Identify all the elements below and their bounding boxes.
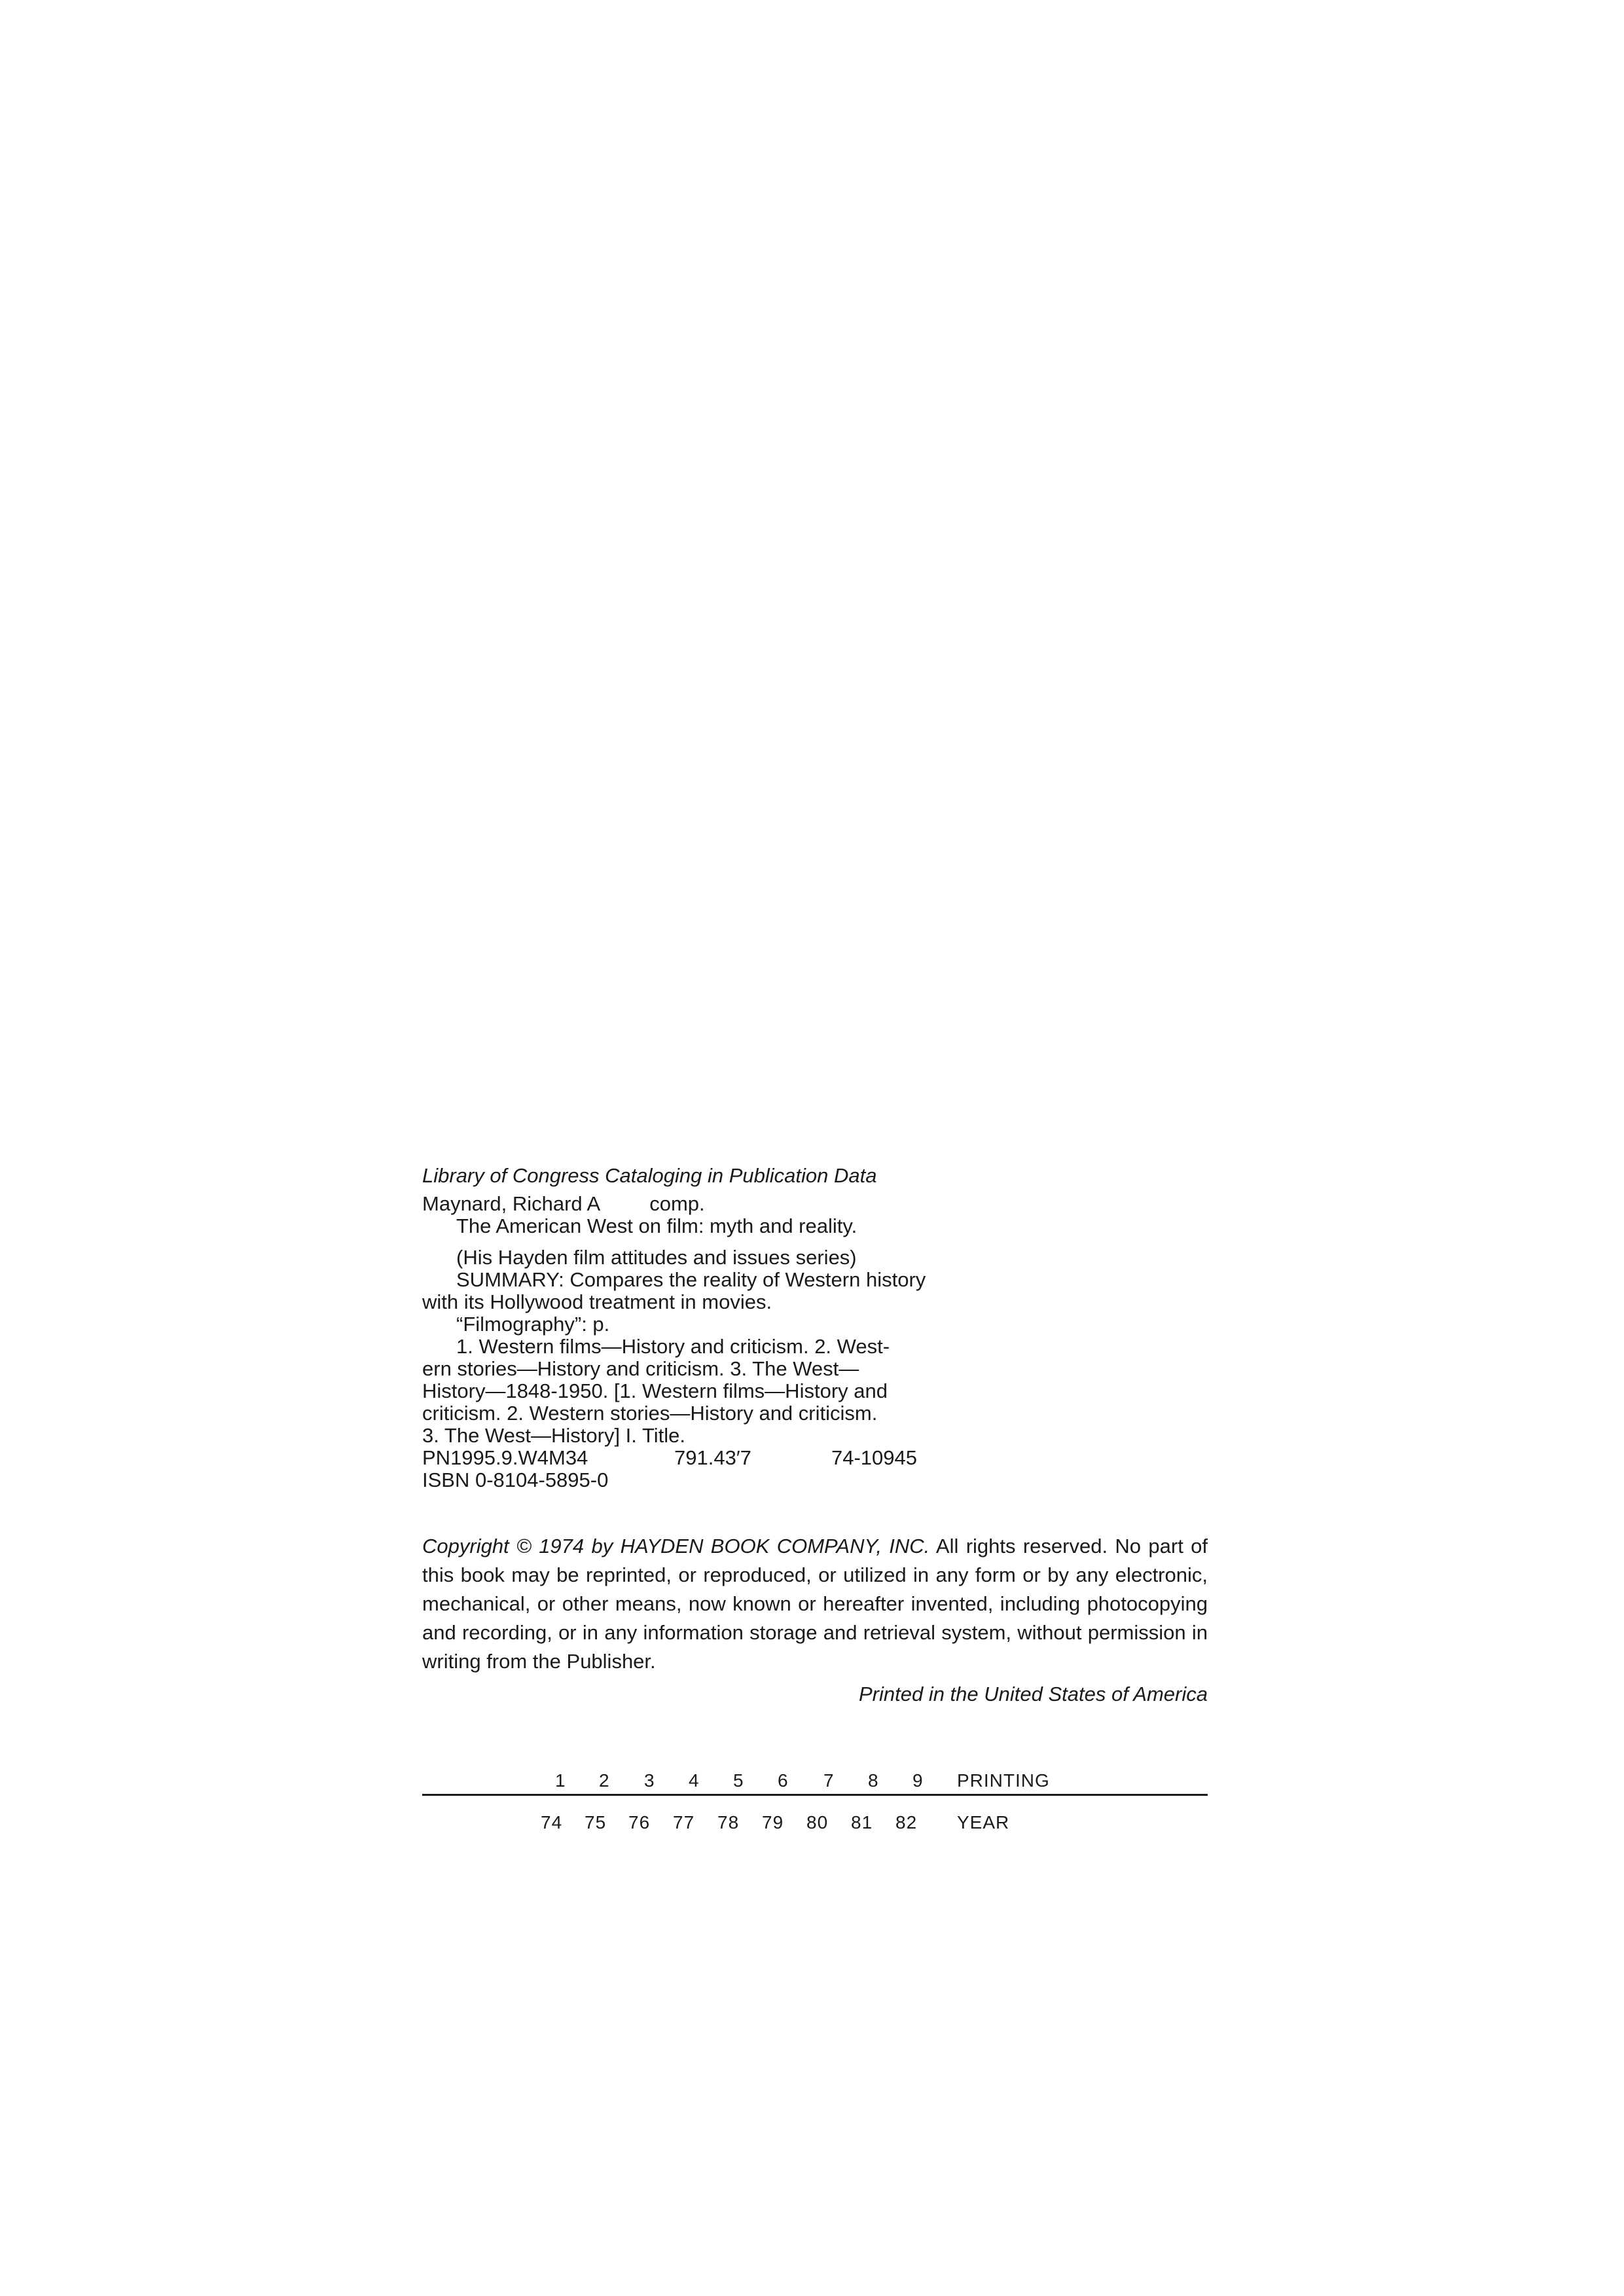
cip-author: Maynard, Richard A bbox=[422, 1192, 601, 1215]
copyright-text: All rights reserved. No part of this book may be reprinted, or reproduced, or utilized in any form or by any electronic, mechanical, or other means, now known or hereafter invented, including photocopying and recording, or in any information storage and retrieval system, without permission in writing from the Publisher. bbox=[422, 1535, 1208, 1673]
year-number: 75 bbox=[585, 1812, 607, 1832]
cip-summary-line: SUMMARY: Compares the reality of Western history bbox=[456, 1268, 926, 1291]
printing-number: 1 bbox=[555, 1770, 566, 1791]
year-row bbox=[0, 1810, 1624, 1836]
printing-number: 2 bbox=[599, 1770, 610, 1791]
cip-subject-line: 3. The West—History] I. Title. bbox=[422, 1424, 685, 1447]
cip-lc-class: PN1995.9.W4M34 bbox=[422, 1446, 588, 1469]
printing-divider bbox=[422, 1794, 1208, 1796]
cip-isbn: ISBN 0-8104-5895-0 bbox=[422, 1468, 609, 1491]
cip-dewey: 791.43′7 bbox=[674, 1446, 751, 1469]
year-number: 80 bbox=[806, 1812, 829, 1832]
cip-lccn: 74-10945 bbox=[831, 1446, 918, 1469]
printing-number: 8 bbox=[868, 1770, 879, 1791]
copyright-notice bbox=[422, 1532, 1208, 1676]
printing-number: 6 bbox=[778, 1770, 789, 1791]
printing-number: 5 bbox=[733, 1770, 744, 1791]
cip-subject-line: 1. Western films—History and criticism. 2. West- bbox=[456, 1335, 890, 1358]
printing-row bbox=[0, 1768, 1624, 1794]
year-number: 82 bbox=[895, 1812, 918, 1832]
printing-number: 9 bbox=[912, 1770, 924, 1791]
printed-in: Printed in the United States of America bbox=[858, 1683, 1208, 1705]
year-label: YEAR bbox=[957, 1812, 1010, 1832]
copyright-lead: Copyright © 1974 by HAYDEN BOOK COMPANY, INC. bbox=[422, 1535, 930, 1558]
copyright-block bbox=[422, 1532, 1208, 1709]
year-number: 76 bbox=[628, 1812, 651, 1832]
cip-subject-line: ern stories—History and criticism. 3. The West— bbox=[422, 1357, 859, 1380]
year-number: 77 bbox=[673, 1812, 695, 1832]
cip-title: The American West on film: myth and reality. bbox=[456, 1214, 857, 1237]
cip-author-line bbox=[422, 1193, 998, 1215]
cip-header: Library of Congress Cataloging in Publication Data bbox=[422, 1164, 877, 1187]
cip-filmography: “Filmography”: p. bbox=[456, 1313, 610, 1336]
cip-series: (His Hayden film attitudes and issues series) bbox=[456, 1246, 857, 1269]
year-number: 79 bbox=[762, 1812, 784, 1832]
year-number: 81 bbox=[851, 1812, 873, 1832]
cip-classification-row bbox=[422, 1447, 998, 1469]
cip-author-suffix: comp. bbox=[649, 1192, 705, 1215]
year-number: 74 bbox=[541, 1812, 563, 1832]
printing-number: 3 bbox=[644, 1770, 655, 1791]
year-number: 78 bbox=[717, 1812, 740, 1832]
cip-subject-line: criticism. 2. Western stories—History and criticism. bbox=[422, 1402, 878, 1425]
cip-summary-line: with its Hollywood treatment in movies. bbox=[422, 1290, 772, 1313]
printing-number: 4 bbox=[689, 1770, 700, 1791]
printing-number: 7 bbox=[823, 1770, 835, 1791]
printing-label: PRINTING bbox=[957, 1770, 1050, 1791]
cip-block bbox=[422, 1163, 998, 1491]
cip-subject-line: History—1848-1950. [1. Western films—History and bbox=[422, 1379, 888, 1402]
